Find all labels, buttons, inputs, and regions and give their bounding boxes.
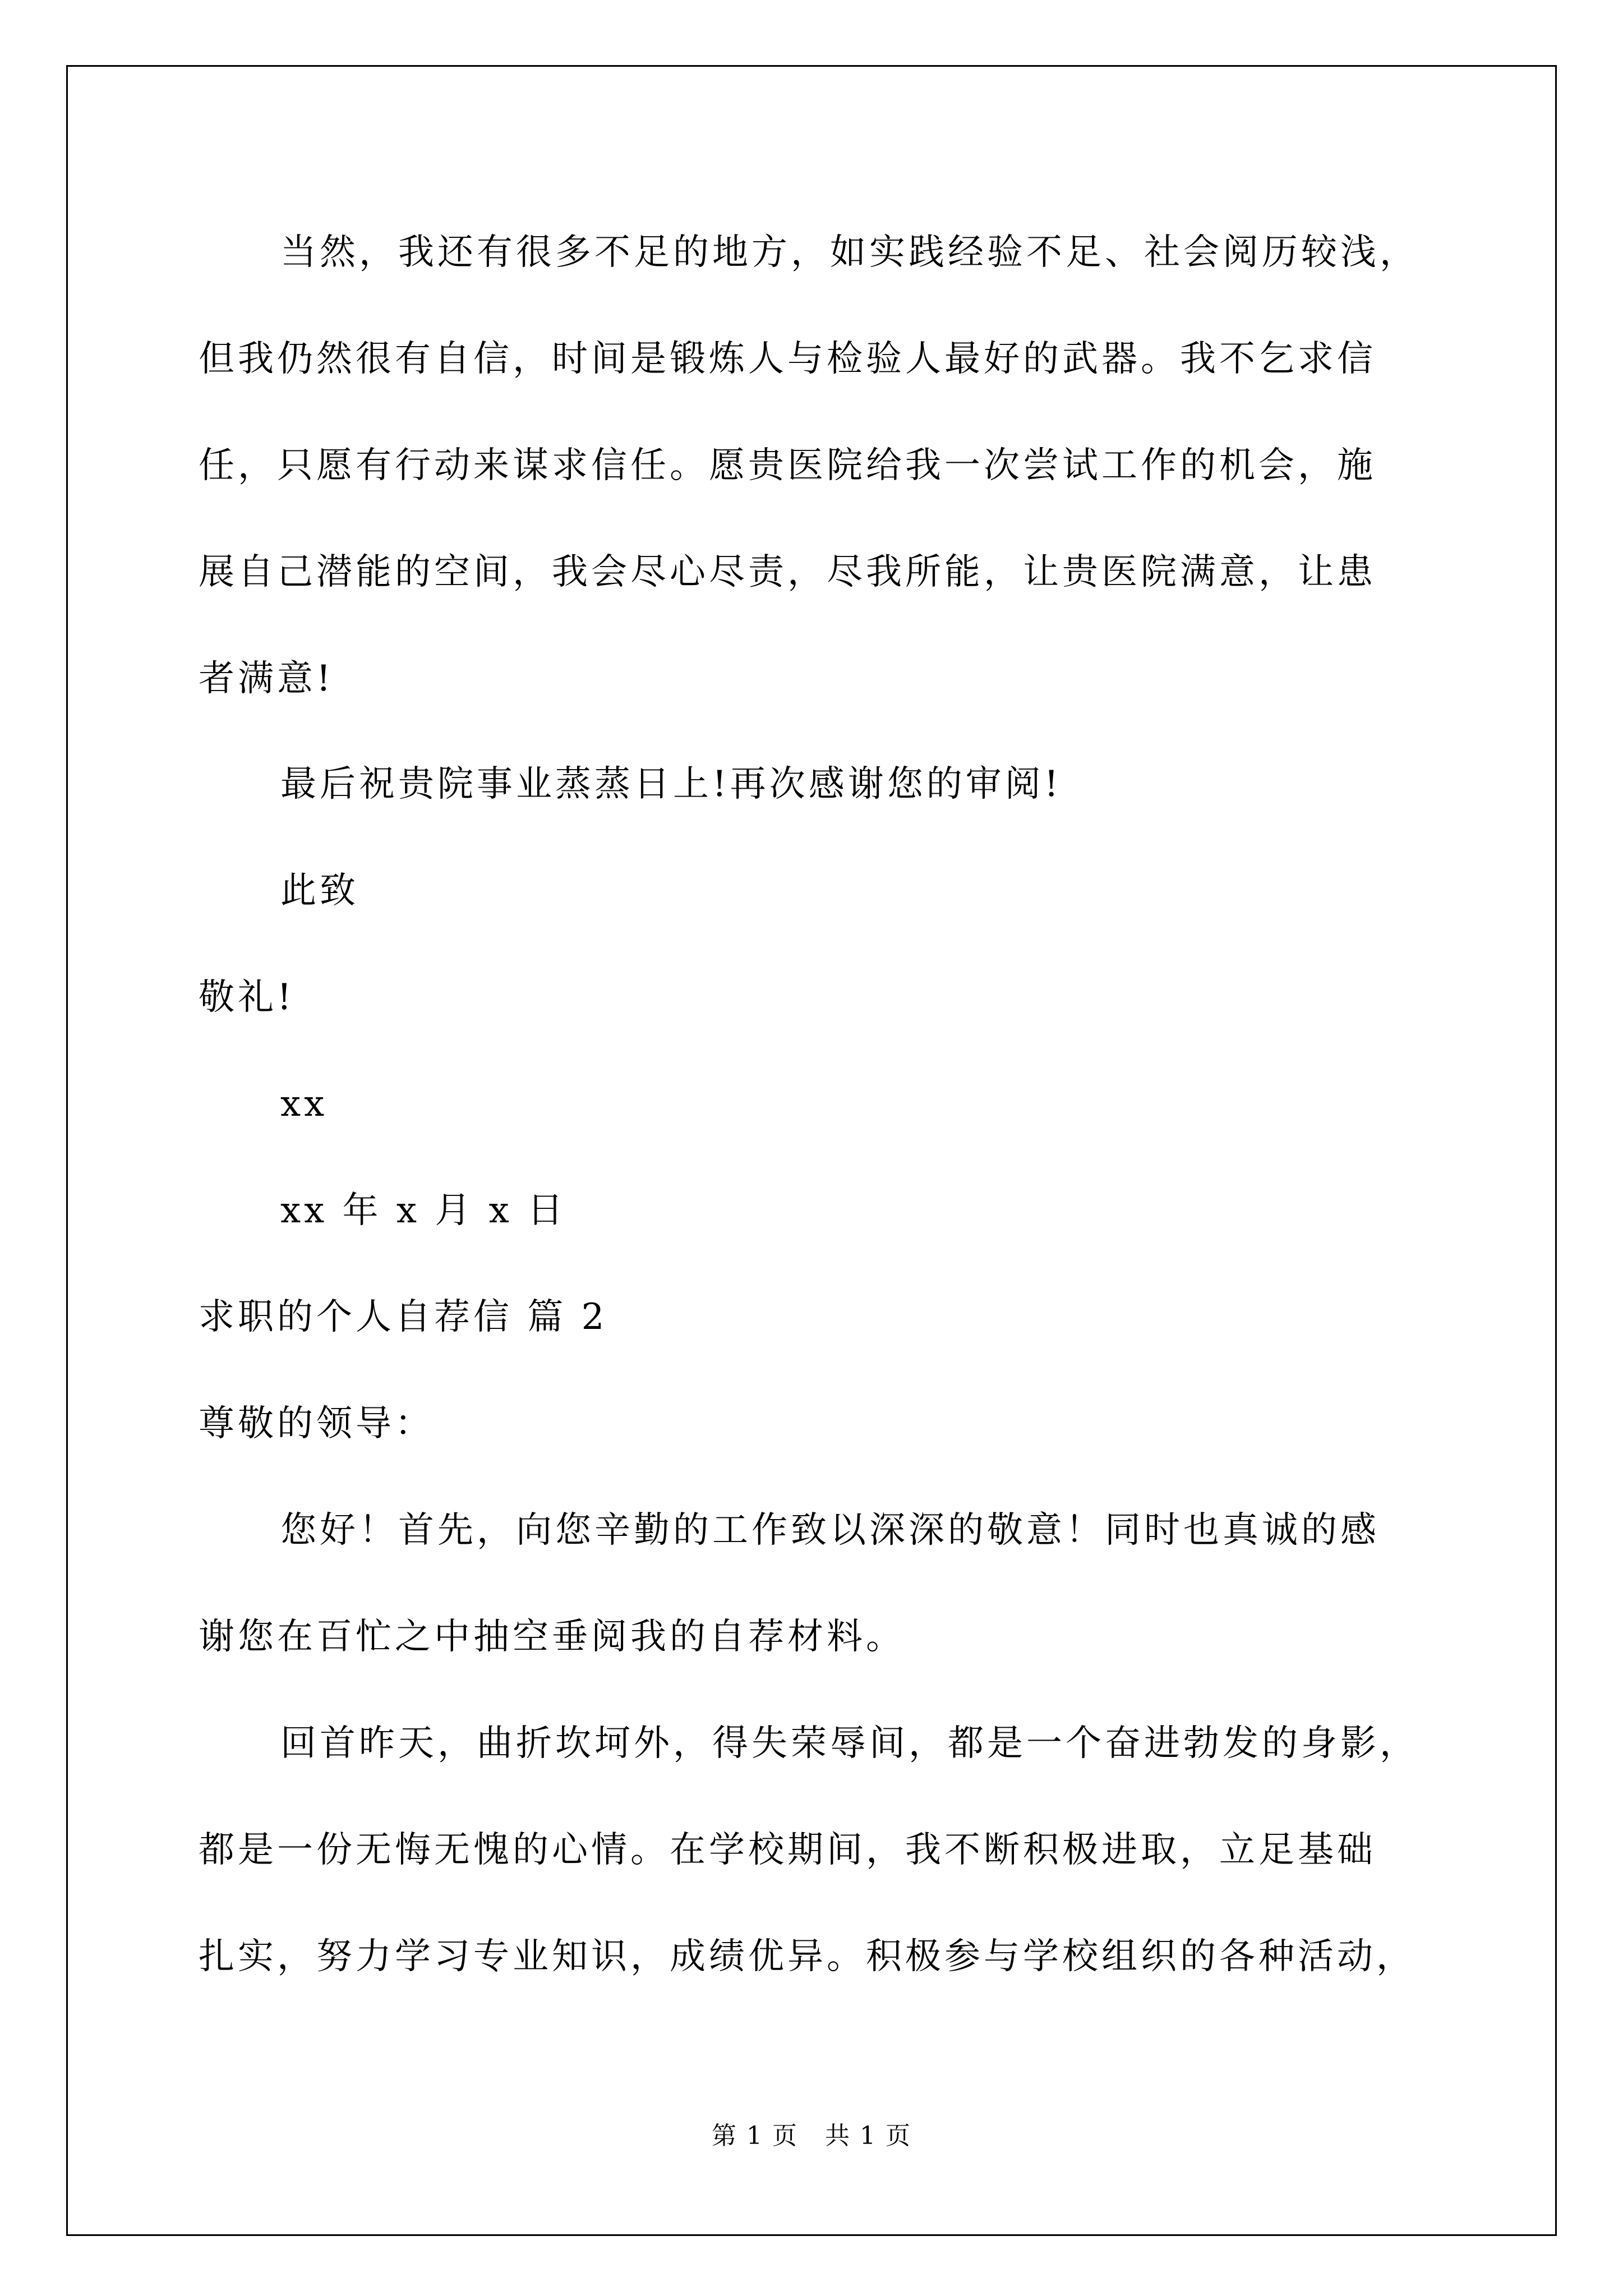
paragraph-line: 者满意! xyxy=(199,658,334,700)
paragraph-line: 回首昨天，曲折坎坷外，得失荣辱间，都是一个奋进勃发的身影， xyxy=(280,1723,1419,1764)
page-frame xyxy=(66,65,1557,2236)
closing-salutation: 此致 xyxy=(280,870,359,912)
signature-date: xx 年 x 月 x 日 xyxy=(280,1190,567,1231)
paragraph-line: 谢您在百忙之中抽空垂阅我的自荐材料。 xyxy=(199,1616,905,1658)
page-total: 共 1 页 xyxy=(825,2122,911,2150)
page-footer xyxy=(0,2120,1623,2152)
section-heading: 求职的个人自荐信 篇 2 xyxy=(199,1296,608,1338)
paragraph-line: 但我仍然很有自信，时间是锻炼人与检验人最好的武器。我不乞求信 xyxy=(199,338,1376,380)
letter-greeting: 尊敬的领导： xyxy=(199,1403,434,1444)
paragraph-line: 任，只愿有行动来谋求信任。愿贵医院给我一次尝试工作的机会，施 xyxy=(199,445,1376,486)
paragraph-line: 展自己潜能的空间，我会尽心尽责，尽我所能，让贵医院满意，让患 xyxy=(199,551,1376,593)
closing-regards: 敬礼! xyxy=(199,977,295,1018)
page-number: 第 1 页 xyxy=(712,2122,798,2150)
paragraph-line: 当然，我还有很多不足的地方，如实践经验不足、社会阅历较浅， xyxy=(280,232,1419,273)
signature-name: xx xyxy=(280,1083,328,1125)
paragraph-line: 扎实，努力学习专业知识，成绩优异。积极参与学校组织的各种活动， xyxy=(199,1936,1415,1977)
paragraph-line: 最后祝贵院事业蒸蒸日上!再次感谢您的审阅! xyxy=(280,763,1062,805)
paragraph-line: 都是一份无悔无愧的心情。在学校期间，我不断积极进取，立足基础 xyxy=(199,1829,1376,1871)
paragraph-line: 您好！首先，向您辛勤的工作致以深深的敬意！同时也真诚的感 xyxy=(280,1510,1380,1551)
